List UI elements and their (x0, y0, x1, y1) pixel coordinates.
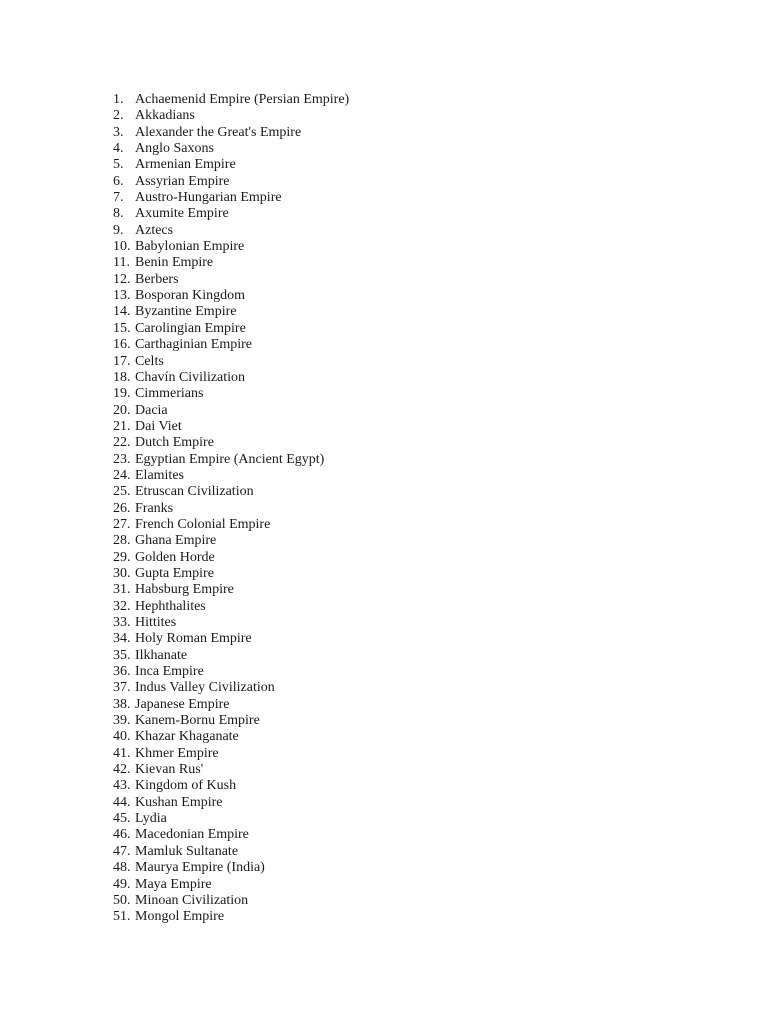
list-item-number: 21. (113, 418, 131, 434)
list-item (113, 403, 349, 419)
list-item-text: Elamites (135, 467, 184, 483)
list-item-number: 49. (113, 876, 131, 892)
list-item (113, 844, 349, 860)
list-item (113, 811, 349, 827)
list-item (113, 729, 349, 745)
list-item (113, 206, 349, 222)
list-item (113, 827, 349, 843)
list-item (113, 419, 349, 435)
list-item-number: 44. (113, 794, 131, 810)
list-item-number: 24. (113, 467, 131, 483)
list-item (113, 615, 349, 631)
list-item-text: Carthaginian Empire (135, 337, 253, 353)
list-item-text: Maya Empire (135, 876, 212, 892)
list-item (113, 631, 349, 647)
list-item-text: Gupta Empire (135, 565, 214, 581)
list-item-number: 33. (113, 615, 131, 630)
list-item-number: 50. (113, 892, 131, 908)
list-item (113, 239, 349, 255)
list-item-number: 40. (113, 729, 131, 745)
list-item-text: Khmer Empire (135, 745, 219, 761)
list-item-number: 42. (113, 762, 131, 778)
list-item-number: 34. (113, 631, 131, 647)
list-item (113, 648, 349, 664)
list-item-text: Anglo Saxons (135, 141, 214, 157)
list-item (113, 582, 349, 598)
list-item-text: Maurya Empire (India) (135, 860, 265, 876)
list-item (113, 746, 349, 762)
list-item (113, 386, 349, 402)
list-item (113, 468, 349, 484)
list-item-number: 46. (113, 827, 131, 843)
list-item-number: 3. (113, 124, 124, 140)
list-item-number: 4. (113, 141, 124, 157)
list-item (113, 713, 349, 729)
list-item-text: Byzantine Empire (135, 304, 237, 320)
list-item-text: Ilkhanate (135, 647, 188, 663)
list-item-text: Berbers (135, 271, 179, 287)
list-item (113, 223, 349, 239)
list-item (113, 272, 349, 288)
list-item (113, 484, 349, 500)
list-item-number: 28. (113, 533, 131, 549)
list-item-text: Dacia (135, 402, 168, 418)
list-item-number: 15. (113, 320, 131, 336)
list-item-number: 30. (113, 565, 131, 581)
list-item-number: 18. (113, 369, 131, 385)
list-item (113, 321, 349, 337)
list-item (113, 664, 349, 680)
list-item (113, 778, 349, 794)
list-item-text: Khazar Khaganate (135, 729, 239, 745)
list-item-number: 38. (113, 696, 131, 712)
list-item (113, 354, 349, 370)
list-item-text: Kingdom of Kush (135, 778, 237, 794)
list-item-text: Etruscan Civilization (135, 484, 254, 500)
list-item (113, 157, 349, 173)
list-item-text: Kushan Empire (135, 794, 223, 810)
empire-list (113, 92, 349, 926)
list-item-text: Austro-Hungarian Empire (135, 190, 282, 206)
list-item-text: Indus Valley Civilization (135, 680, 275, 696)
list-item (113, 909, 349, 925)
list-item-text: Franks (135, 500, 174, 516)
list-item-text: Holy Roman Empire (135, 631, 252, 647)
list-item-number: 51. (113, 909, 131, 925)
list-item-text: Macedonian Empire (135, 827, 249, 843)
list-item-number: 31. (113, 582, 131, 598)
list-item-number: 26. (113, 500, 131, 516)
list-item-text: Carolingian Empire (135, 320, 246, 336)
list-item-number: 2. (113, 108, 124, 124)
list-item (113, 566, 349, 582)
list-item (113, 288, 349, 304)
list-item-number: 48. (113, 860, 131, 876)
list-item-number: 12. (113, 271, 131, 287)
list-item-number: 1. (113, 92, 124, 107)
list-item-text: Kanem-Bornu Empire (135, 713, 260, 729)
list-item (113, 370, 349, 386)
list-item (113, 452, 349, 468)
list-item (113, 860, 349, 876)
list-item-text: Ghana Empire (135, 533, 217, 549)
list-item-number: 9. (113, 222, 124, 238)
list-item-text: Armenian Empire (135, 157, 236, 173)
list-item (113, 550, 349, 566)
list-item-text: Egyptian Empire (Ancient Egypt) (135, 451, 325, 467)
list-item (113, 762, 349, 778)
list-item-text: Mongol Empire (135, 909, 225, 925)
list-item-number: 14. (113, 304, 131, 320)
list-item-number: 19. (113, 386, 131, 402)
list-item-number: 36. (113, 664, 131, 680)
list-item-number: 8. (113, 206, 124, 222)
list-item-number: 13. (113, 288, 131, 304)
list-item-text: Axumite Empire (135, 206, 229, 222)
list-item-text: Chavín Civilization (135, 369, 246, 385)
list-item-text: Japanese Empire (135, 696, 230, 712)
list-item-number: 16. (113, 337, 131, 353)
list-item-text: Bosporan Kingdom (135, 288, 246, 304)
list-item-text: Hittites (135, 615, 177, 630)
list-item (113, 877, 349, 893)
list-item (113, 337, 349, 353)
list-item (113, 680, 349, 696)
list-item-text: Celts (135, 353, 164, 369)
list-item-number: 6. (113, 173, 124, 189)
list-item-number: 29. (113, 549, 131, 565)
list-item-number: 27. (113, 516, 131, 532)
list-item-text: Habsburg Empire (135, 582, 234, 598)
list-item (113, 533, 349, 549)
list-item-number: 10. (113, 239, 131, 255)
list-item-number: 25. (113, 484, 131, 500)
list-item (113, 435, 349, 451)
list-item (113, 795, 349, 811)
list-item-number: 17. (113, 353, 131, 369)
list-item (113, 255, 349, 271)
list-item (113, 501, 349, 517)
list-item-number: 43. (113, 778, 131, 794)
list-item (113, 697, 349, 713)
list-item-number: 20. (113, 402, 131, 418)
list-item-text: Benin Empire (135, 255, 214, 271)
list-item-text: Lydia (135, 811, 167, 827)
list-item-number: 22. (113, 435, 131, 451)
list-item-text: Hephthalites (135, 598, 206, 614)
list-item-number: 39. (113, 713, 131, 729)
list-item (113, 108, 349, 124)
list-item-number: 7. (113, 190, 124, 206)
list-item-text: Babylonian Empire (135, 239, 245, 255)
list-item-text: Mamluk Sultanate (135, 843, 239, 859)
list-item (113, 304, 349, 320)
list-item (113, 599, 349, 615)
list-item-number: 11. (113, 255, 130, 271)
list-item-text: Achaemenid Empire (Persian Empire) (135, 92, 350, 107)
list-item-text: Dai Viet (135, 418, 182, 434)
list-item-text: Kievan Rus' (135, 762, 204, 778)
list-item-text: Aztecs (135, 222, 174, 238)
list-item (113, 893, 349, 909)
list-item-number: 45. (113, 811, 131, 827)
list-item-text: Akkadians (135, 108, 195, 124)
list-item-text: Dutch Empire (135, 435, 214, 451)
list-item-text: Cimmerians (135, 386, 204, 402)
list-item-text: Alexander the Great's Empire (135, 124, 302, 140)
list-item-number: 5. (113, 157, 124, 173)
list-item-number: 32. (113, 598, 131, 614)
list-item-text: Assyrian Empire (135, 173, 230, 189)
list-item-text: Golden Horde (135, 549, 215, 565)
list-item-number: 37. (113, 680, 131, 696)
list-item-text: Inca Empire (135, 664, 204, 680)
list-item (113, 141, 349, 157)
list-item (113, 190, 349, 206)
list-item (113, 517, 349, 533)
list-item-text: Minoan Civilization (135, 892, 249, 908)
list-item-number: 47. (113, 843, 131, 859)
list-item-text: French Colonial Empire (135, 516, 271, 532)
list-item (113, 174, 349, 190)
list-item-number: 23. (113, 451, 131, 467)
list-item (113, 92, 349, 108)
list-item-number: 41. (113, 745, 131, 761)
list-item (113, 125, 349, 141)
list-item-number: 35. (113, 647, 131, 663)
